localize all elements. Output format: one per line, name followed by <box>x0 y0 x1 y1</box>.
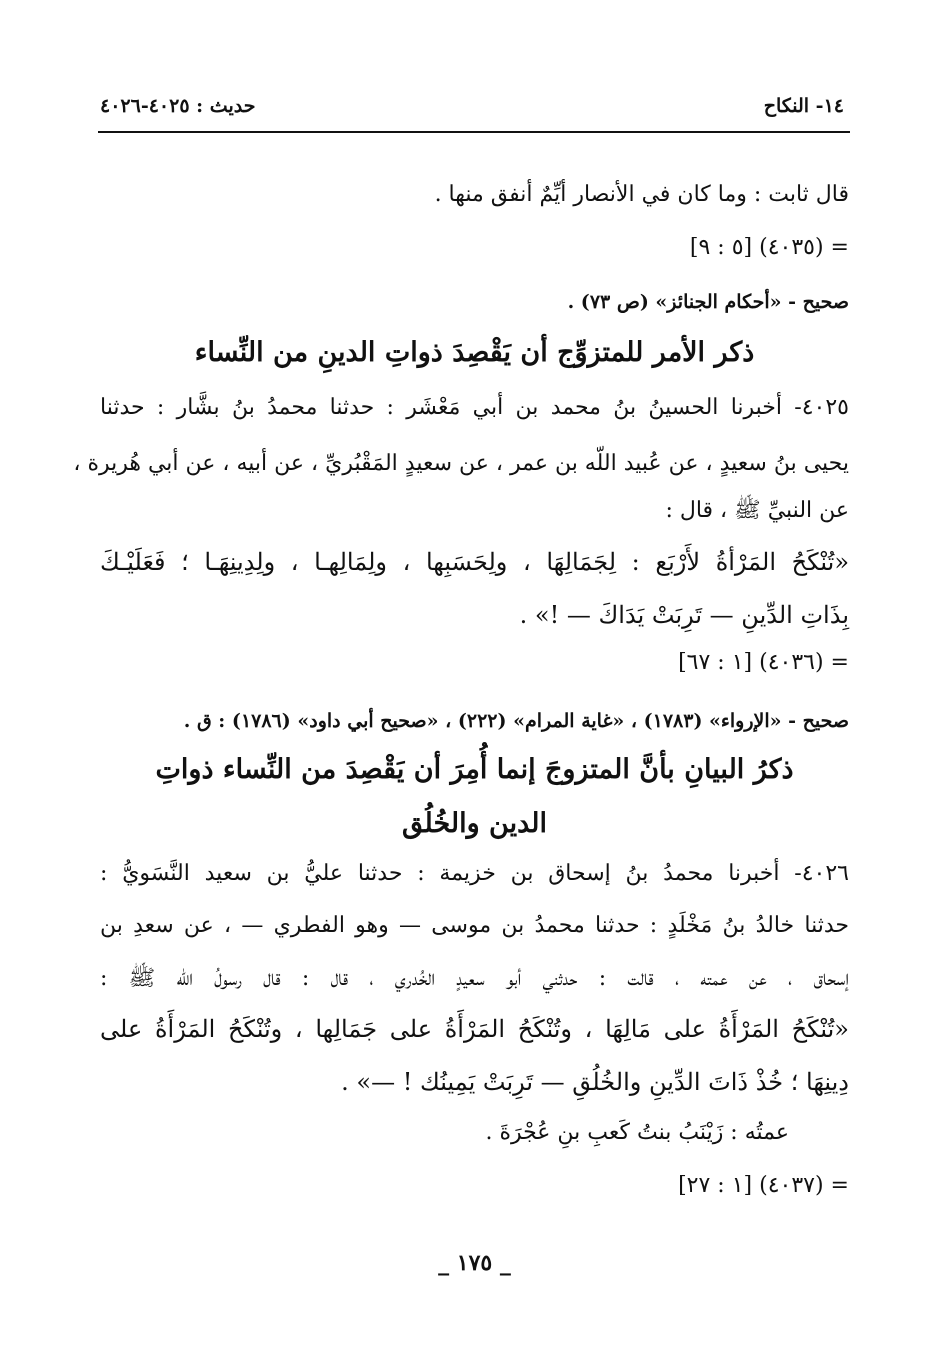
hadith-range: حديث : ٤٠٢٥-٤٠٢٦ <box>100 95 256 117</box>
page-number: _ ١٧٥ _ <box>438 1250 511 1276</box>
cross-reference: = (٤٠٣٦) [١ : ٦٧] <box>678 650 849 675</box>
isnad-line: حدثنا خالدُ بنُ مَخْلَدٍ : حدثنا محمدُ بن موسى — وهو الفطري — ، عن سعدِ بن <box>100 913 849 938</box>
text-line: قال ثابت : وما كان في الأنصار أيِّمٌ أنفق منها . <box>434 182 849 207</box>
isnad-line: عن النبيِّ ﷺ ، قال : <box>665 498 849 523</box>
hadith-text: «تُنْكَحُ المَرْأةُ لأَرْبَع : لِجَمَالِهَا ، ولِحَسَبِها ، ولِمَالِهـا ، ولِدِينِهَـا ؛ فَعَلَيْـكَ <box>100 548 849 576</box>
section-heading: ذكرُ البيانِ بأنَّ المتزوجَ إنما أُمِرَ أن يَقْصِدَ من النِّساء ذواتِ <box>155 754 794 785</box>
hadith-text: بِذَاتِ الدِّينِ — تَرِبَتْ يَدَاكَ — !» . <box>519 601 849 629</box>
isnad-line: ٤٠٢٥- أخبرنا الحسينُ بنُ محمد بن أبي مَعْشَر : حدثنا محمدُ بنُ بشَّار : حدثنا <box>100 395 849 420</box>
grading-note: صحيح - «الإرواء» (١٧٨٣) ، «غاية المرام» (٢٢٢) ، «صحيح أبي داود» (١٧٨٦) : ق . <box>183 710 849 732</box>
grading-note: صحيح - «أحكام الجنائز» (ص ٧٣) . <box>567 291 849 313</box>
isnad-line: إسحاق ، عن عمته ، قالت : حدثني أبو سعيدٍ الخُدري ، قال : قال رسولُ اللّه ﷺ : <box>100 966 849 991</box>
hadith-text: دِينِهَا ؛ خُذْ ذَاتَ الدِّينِ والخُلُقِ — تَرِبَتْ يَمِينُك ! —» . <box>341 1068 849 1096</box>
hadith-text: «تُنْكَحُ المَرْأَةُ على مَالِهَا ، وتُنْكَحُ المَرْأَةُ على جَمَالِها ، وتُنْكَحُ المَرْأَةُ على <box>100 1015 849 1043</box>
isnad-line: يحيى بنُ سعيدٍ ، عن عُبيد اللّه بن عمر ، عن سعيدٍ المَقْبُريِّ ، عن أبيه ، عن أبي هُريرة ، <box>73 451 849 476</box>
cross-reference: = (٤٠٣٧) [١ : ٢٧] <box>678 1173 849 1198</box>
cross-reference: = (٤٠٣٥) [٥ : ٩] <box>689 235 849 260</box>
isnad-line: ٤٠٢٦- أخبرنا محمدُ بنُ إسحاق بن خزيمة : حدثنا عليُّ بن سعيد النَّسَويُّ : <box>100 861 849 886</box>
header-rule <box>98 131 850 133</box>
narrator-note: عمتُه : زَيْنَبُ بنتُ كَعبِ بنِ عُجْرَةَ . <box>485 1120 789 1145</box>
chapter-title: ١٤- النكاح <box>763 95 844 117</box>
section-heading: الدين والخُلُق <box>401 808 548 839</box>
section-heading: ذكر الأمر للمتزوِّج أن يَقْصِدَ ذواتِ الدينِ من النِّساء <box>194 337 755 368</box>
